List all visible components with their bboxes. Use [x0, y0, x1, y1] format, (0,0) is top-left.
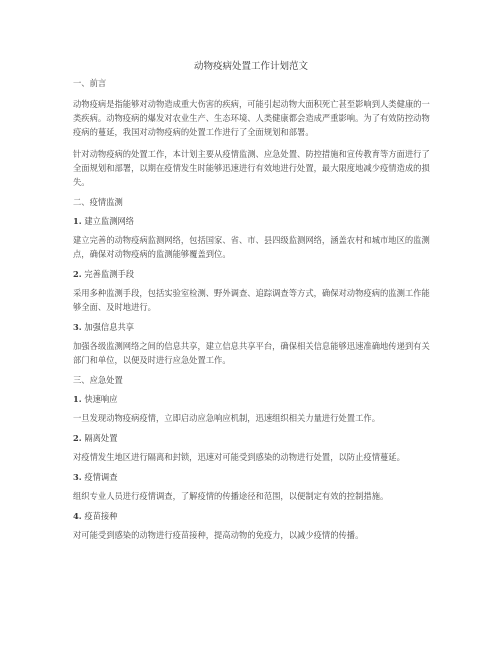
section-heading-preface: 一、前言: [73, 78, 107, 88]
subsection-heading: [73, 322, 433, 333]
subsection-number: 2.: [73, 269, 82, 279]
paragraph: 对可能受到感染的动物进行疫苗接种，提高动物的免疫力，以减少疫情的传播。: [73, 530, 364, 540]
subsection-number: 3.: [73, 322, 82, 332]
document-body: [73, 78, 433, 550]
subsection-title: 建立监测网络: [84, 216, 135, 226]
paragraph: 一旦发现动物疫病疫情，立即启动应急响应机制，迅速组织相关力量进行处置工作。: [73, 413, 380, 423]
paragraph: 针对动物疫病的处置工作，本计划主要从疫情监测、应急处置、防控措施和宣传教育等方面进行了全面规划和部署，以期在疫情发生时能够迅速进行有效地进行处置，最大限度地减少疫情造成的损失。: [73, 149, 430, 187]
section-heading-emergency: 三、应急处置: [73, 375, 123, 385]
paragraph: 加强各级监测网络之间的信息共享，建立信息共享平台，确保相关信息能够迅速准确地传递到有关部门和单位，以便及时进行应急处置工作。: [73, 341, 430, 365]
subsection-heading: [73, 269, 433, 280]
subsection-title: 完善监测手段: [84, 269, 135, 279]
paragraph: 建立完善的动物疫病监测网络，包括国家、省、市、县四级监测网络，涵盖农村和城市地区的监测点，确保对动物疫病的监测能够覆盖到位。: [73, 235, 430, 259]
subsection-number: 2.: [73, 433, 82, 443]
subsection-heading: [73, 216, 433, 227]
subsection-number: 3.: [73, 472, 82, 482]
subsection-number: 4.: [73, 511, 82, 521]
paragraph: 组织专业人员进行疫情调查，了解疫情的传播途径和范围，以便制定有效的控制措施。: [73, 491, 389, 501]
subsection-number: 1.: [73, 394, 82, 404]
subsection-title: 隔离处置: [84, 433, 118, 443]
subsection-heading: [73, 433, 433, 444]
document-title: 动物疫病处置工作计划范文: [193, 61, 308, 72]
paragraph: 对疫情发生地区进行隔离和封锁，迅速对可能受到感染的动物进行处置，以防止疫情蔓延。: [73, 452, 405, 462]
subsection-title: 加强信息共享: [84, 322, 135, 332]
paragraph: 采用多种监测手段，包括实验室检测、野外调查、追踪调查等方式，确保对动物疫病的监测工作能够全面、及时地进行。: [73, 288, 430, 312]
subsection-title: 疫情调查: [84, 472, 118, 482]
section-heading-monitoring: 二、疫情监测: [73, 197, 123, 207]
subsection-title: 疫苗接种: [84, 511, 118, 521]
paragraph: 动物疫病是指能够对动物造成重大伤害的疾病，可能引起动物大面积死亡甚至影响到人类健康的一类疾病。动物疫病的爆发对农业生产、生态环境、人类健康都会造成严重影响。为了有效防控动物疫病的蔓延，我国对动物疫病的处置工作进行了全面规划和部署。: [73, 99, 430, 137]
subsection-heading: [73, 472, 433, 483]
subsection-heading: [73, 394, 433, 405]
subsection-number: 1.: [73, 216, 82, 226]
subsection-title: 快速响应: [84, 394, 118, 404]
subsection-heading: [73, 511, 433, 522]
